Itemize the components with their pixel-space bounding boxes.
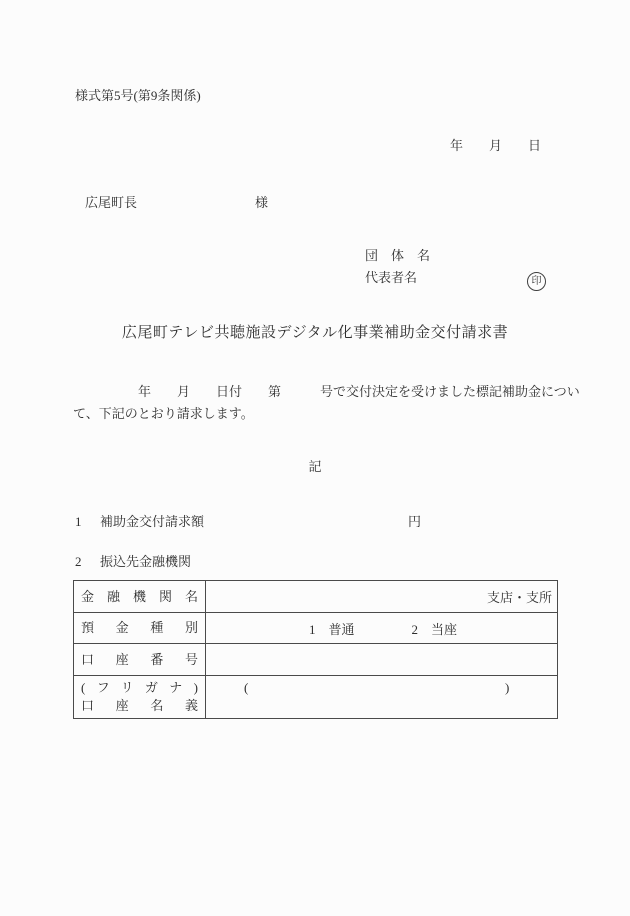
account-holder-label-cell — [74, 676, 206, 718]
furigana-paren-close: ) — [505, 680, 510, 695]
addressee-name: 広尾町長 — [85, 195, 138, 210]
furigana-label: (フリガナ) — [81, 680, 198, 695]
account-number-label-cell — [74, 644, 206, 675]
bank-name-value-cell — [206, 581, 557, 612]
account-number-value-cell — [206, 644, 557, 675]
account-holder-label: 口座名義 — [81, 698, 198, 713]
deposit-option-current: 2 当座 — [411, 621, 458, 637]
deposit-type-label-cell — [74, 613, 206, 643]
bank-name-label: 金融機関名 — [81, 588, 198, 604]
date-line: 年 月 日 — [450, 138, 542, 153]
bank-name-label-cell — [74, 581, 206, 612]
bank-account-table — [73, 580, 558, 719]
body-line-2: て、下記のとおり請求します。 — [73, 406, 254, 421]
furigana-paren-open: ( — [244, 680, 249, 695]
record-heading: 記 — [308, 459, 322, 474]
branch-suffix-label: 支店・支所 — [486, 590, 552, 605]
document-title: 広尾町テレビ共聴施設デジタル化事業補助金交付請求書 — [121, 325, 509, 341]
table-row-deposit-type — [74, 612, 557, 643]
item-1-unit: 円 — [408, 514, 422, 529]
deposit-type-label: 預金種別 — [81, 620, 198, 635]
seal-stamp-icon — [527, 272, 546, 291]
item-1-number: 1 — [75, 514, 82, 529]
account-number-label: 口座番号 — [81, 651, 198, 667]
deposit-option-ordinary: 1 普通 — [309, 621, 355, 637]
deposit-type-value-cell — [206, 613, 557, 643]
organization-name-label: 団 体 名 — [365, 248, 431, 263]
item-1-label: 補助金交付請求額 — [100, 514, 205, 529]
item-2-label: 振込先金融機関 — [100, 554, 192, 569]
table-row-account-number — [74, 643, 557, 675]
item-2-number: 2 — [75, 554, 82, 569]
table-row-account-holder — [74, 675, 557, 718]
form-number: 様式第5号(第9条関係) — [75, 88, 201, 103]
addressee-honorific: 様 — [255, 195, 269, 210]
table-row-bank-name — [74, 581, 557, 612]
body-line-1: 年 月 日付 第 号で交付決定を受けました標記補助金につい — [73, 384, 580, 399]
account-holder-value-cell — [206, 676, 557, 718]
seal-character: 印 — [531, 275, 542, 287]
representative-name-label: 代表者名 — [365, 270, 418, 285]
